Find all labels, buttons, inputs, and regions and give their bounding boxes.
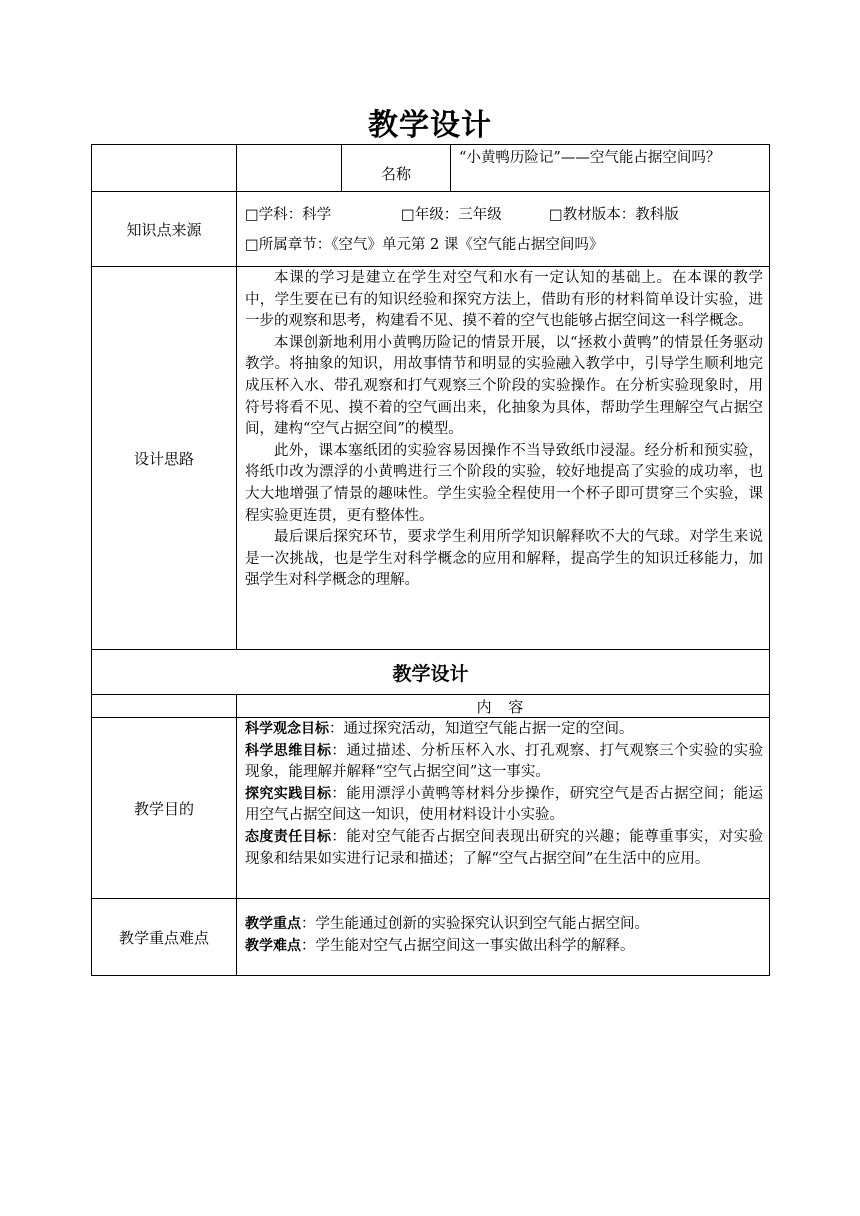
name-value: “小黄鸭历险记”——空气能占据空间吗？	[459, 150, 721, 166]
name-label: 名称	[342, 145, 451, 191]
objective-item	[245, 719, 763, 741]
knowledge-source-meta	[245, 204, 763, 226]
objective-title: 探究实践目标	[245, 785, 332, 802]
empty-cell	[92, 145, 237, 191]
empty-cell-2	[237, 145, 342, 191]
objective-text: ：能用漂浮小黄鸭等材料分步操作，研究空气是否占据空间；能运用空气占据空间这一知识，使用材料设计小实验。	[245, 785, 764, 824]
key-point-title: 教学重点	[245, 916, 301, 933]
objective-item	[245, 784, 763, 827]
objective-title: 态度责任目标	[245, 828, 332, 845]
objective-title: 科学观念目标	[245, 721, 329, 737]
objectives-label: 教学目的	[92, 718, 237, 899]
content-heading-row	[92, 695, 770, 718]
design-paragraph: 最后课后探究环节，要求学生利用所学知识解释吹不大的气球。对学生来说是一次挑战，也是学生对科学概念的应用和解释，提高学生的知识迁移能力，加强学生对科学概念的理解。	[245, 529, 764, 589]
objective-item	[245, 741, 763, 784]
objective-item	[245, 827, 763, 870]
teaching-design-heading: 教学设计	[92, 650, 770, 695]
knowledge-source-row	[92, 192, 770, 267]
name-row	[92, 145, 770, 192]
key-point-text: ：学生能通过创新的实验探究认识到空气能占据空间。	[301, 916, 649, 933]
key-point-text: ：学生能对空气占据空间这一事实做出科学的解释。	[301, 938, 635, 954]
design-idea-row	[92, 267, 770, 650]
lesson-plan-table	[91, 144, 770, 976]
objective-text: ：能对空气能否占据空间表现出研究的兴趣；能尊重事实，对实验现象和结果如实进行记录和描述；了解“空气占据空间”在生活中的应用。	[245, 828, 764, 867]
key-points-row	[92, 899, 770, 976]
edition-field: □教材版本：教科版	[549, 207, 679, 223]
key-point-item	[245, 936, 763, 958]
key-point-title: 教学难点	[245, 938, 301, 954]
objective-text: ：通过描述、分析压杯入水、打孔观察、打气观察三个实验的实验现象，能理解并解释“空气占据空间”这一事实。	[245, 742, 764, 781]
objective-title: 科学思维目标	[245, 742, 332, 759]
design-paragraph: 本课创新地利用小黄鸭历险记的情景开展，以“拯救小黄鸭”的情景任务驱动教学。将抽象的知识，用故事情节和明显的实验融入教学中，引导学生顺利地完成压杯入水、带孔观察和打气观察三个阶段的实验操作。在分析实验现象时，用符号将看不见、摸不着的空气画出来，化抽象为具体，帮助学生理解空气占据空间，建构“空气占据空间”的模型。	[245, 334, 764, 438]
chapter-field: □所属章节：《空气》单元第 2 课《空气能占据空间吗》	[245, 237, 604, 253]
grade-field: □年级：三年级	[401, 207, 502, 223]
design-idea-label: 设计思路	[92, 267, 237, 650]
key-points-label: 教学重点难点	[92, 899, 237, 976]
knowledge-source-label: 知识点来源	[92, 192, 237, 267]
objective-text: ：通过探究活动，知道空气能占据一定的空间。	[329, 721, 634, 737]
design-paragraph: 本课的学习是建立在学生对空气和水有一定认知的基础上。在本课的教学中，学生要在已有的知识经验和探究方法上，借助有形的材料简单设计实验，进一步的观察和思考，构建看不见、摸不着的空气也能够占据空间这一科学概念。	[245, 270, 764, 330]
subject-field: □学科：科学	[245, 207, 332, 223]
key-point-item	[245, 914, 763, 936]
design-paragraph: 此外，课本塞纸团的实验容易因操作不当导致纸巾浸湿。经分析和预实验，将纸巾改为漂浮的小黄鸭进行三个阶段的实验，较好地提高了实验的成功率，也大大地增强了情景的趣味性。学生实验全程使用一个杯子即可贯穿三个实验，课程实验更连贯，更有整体性。	[245, 442, 764, 524]
teaching-design-heading-row	[92, 650, 770, 695]
objectives-row	[92, 718, 770, 899]
document-title: 教学设计	[368, 108, 492, 143]
content-heading: 内 容	[237, 695, 770, 718]
content-heading-empty	[92, 695, 237, 718]
